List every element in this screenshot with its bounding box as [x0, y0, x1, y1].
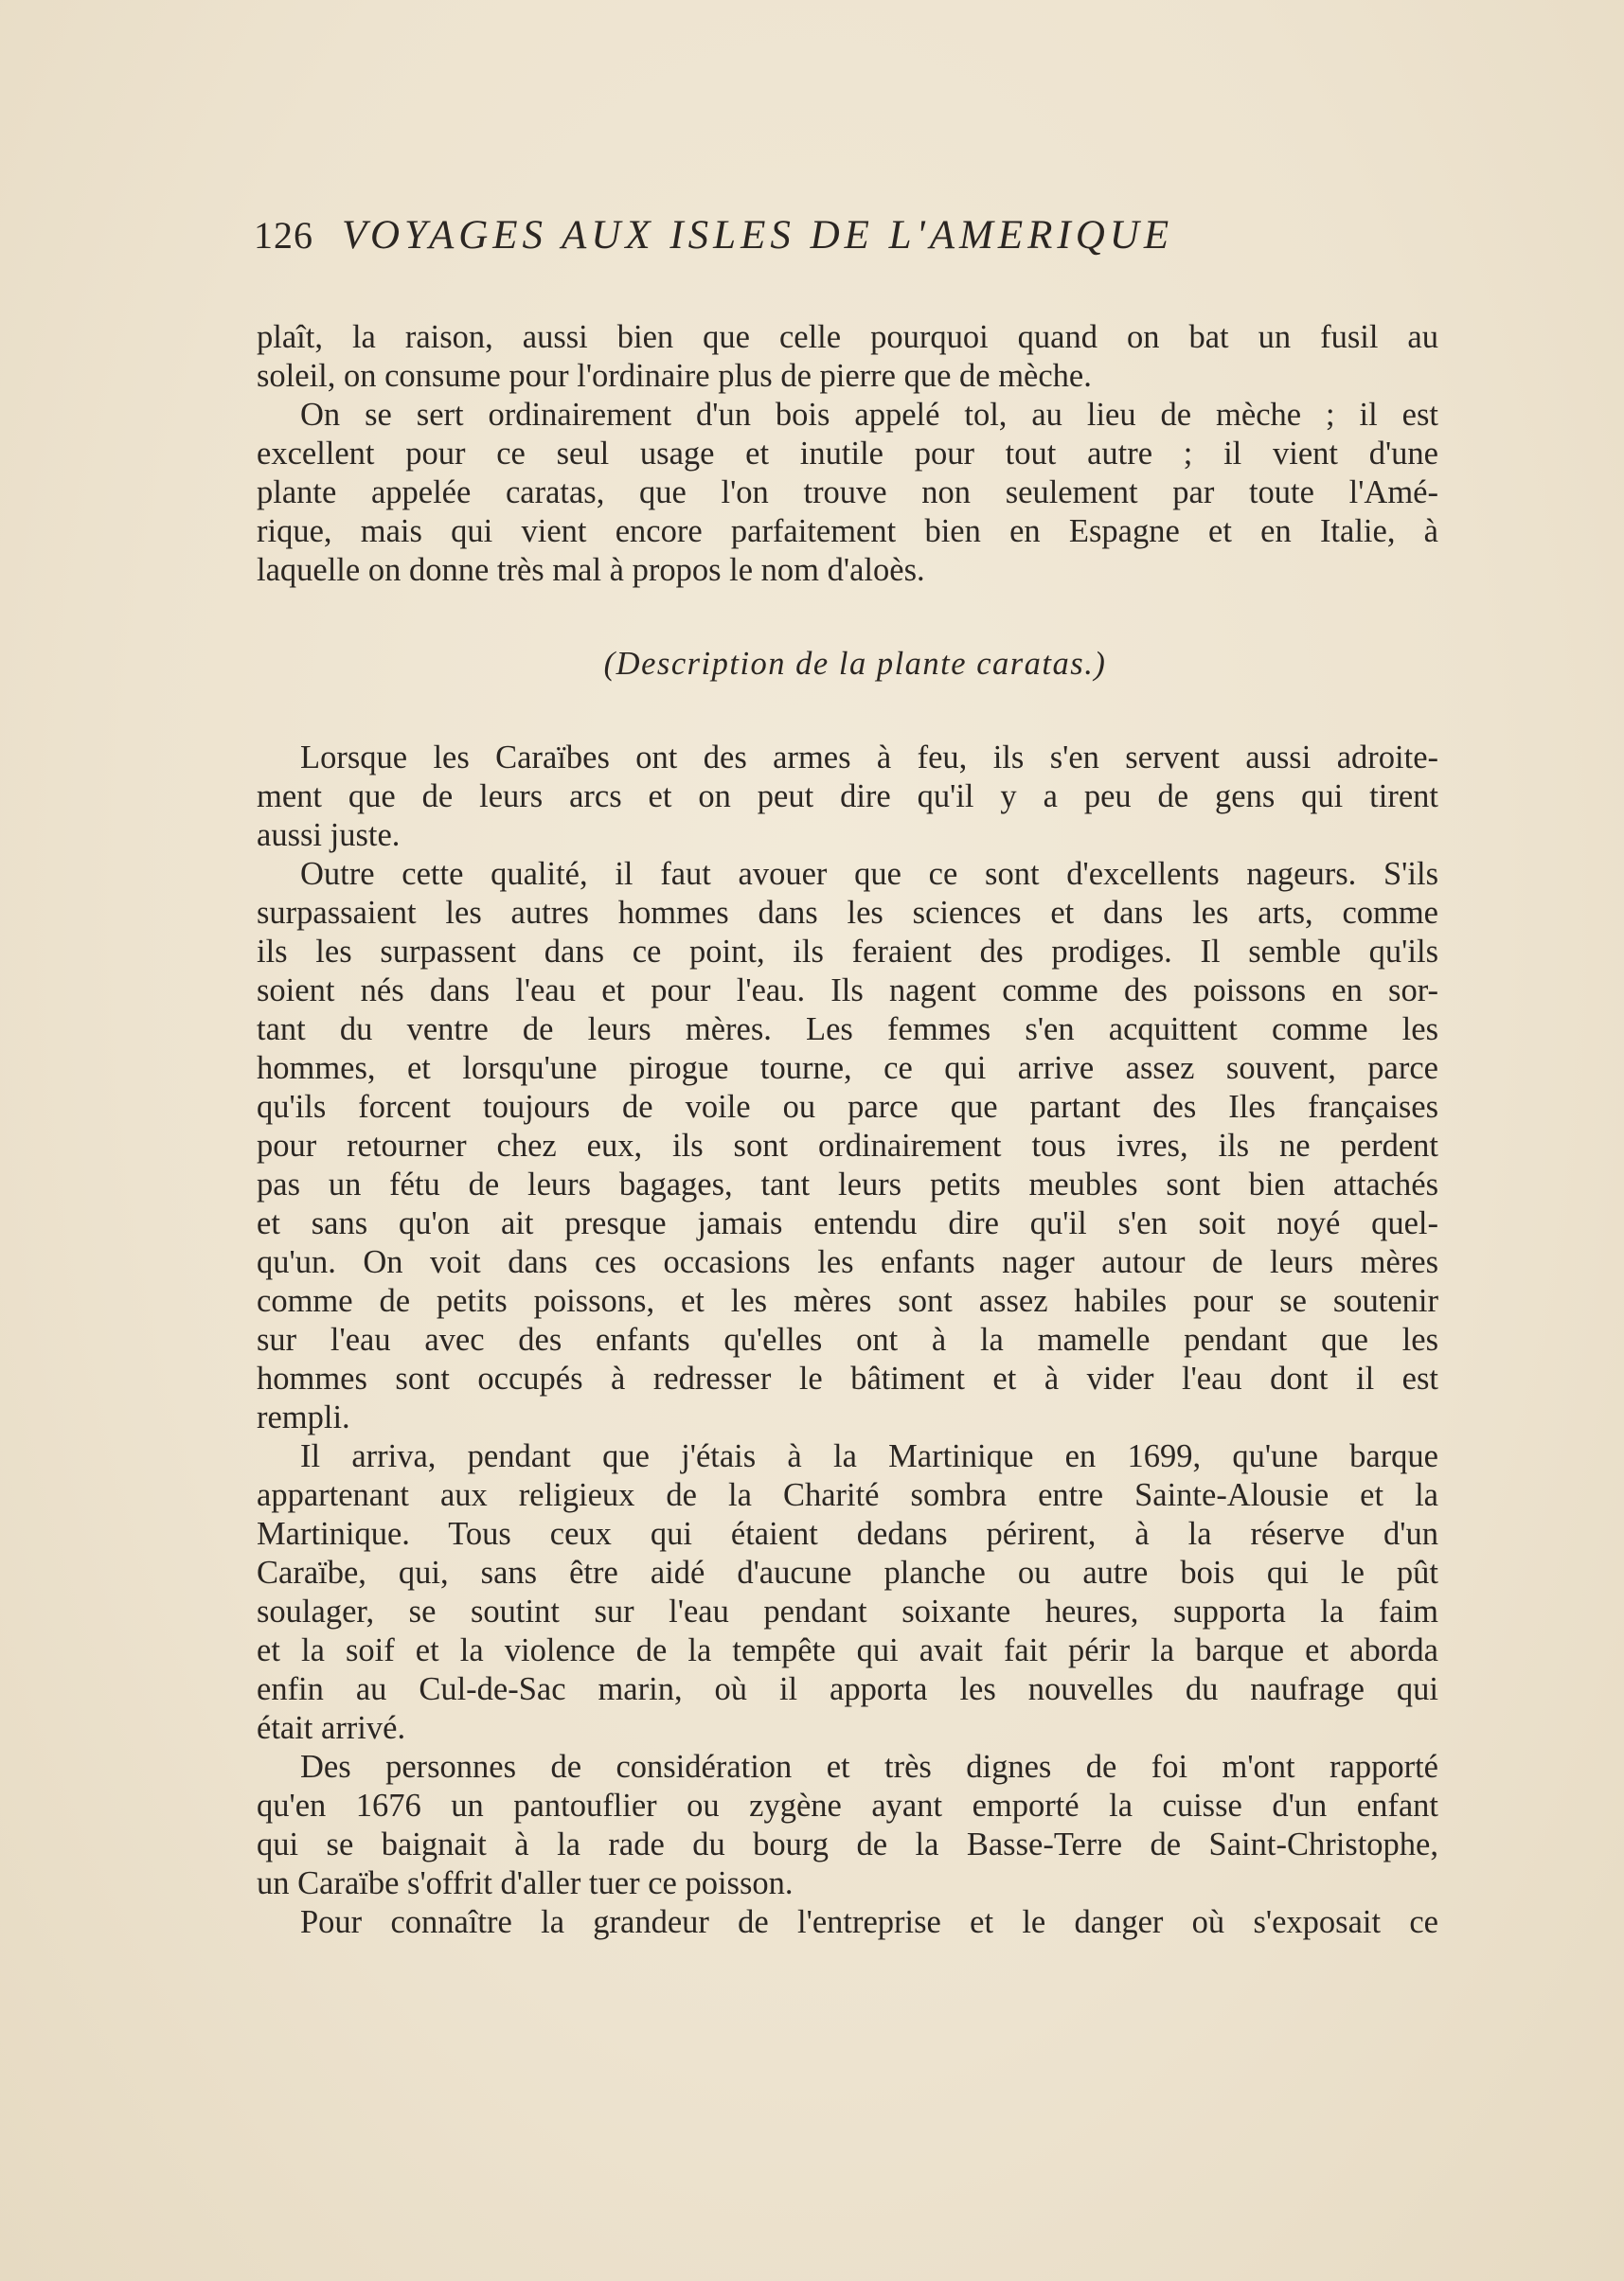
text-line: excellent pour ce seul usage et inutile pour tout autre ; il vient d'une: [257, 436, 1438, 472]
text-line: qu'en 1676 un pantouflier ou zygène ayant emporté la cuisse d'un enfant: [257, 1788, 1438, 1824]
section-heading: (Description de la plante caratas.): [603, 646, 1107, 682]
text-line: était arrivé.: [257, 1710, 406, 1746]
text-line: soulager, se soutint sur l'eau pendant soixante heures, supporta la faim: [257, 1594, 1438, 1630]
text-line: laquelle on donne très mal à propos le nom d'aloès.: [257, 552, 925, 588]
text-line: Pour connaître la grandeur de l'entreprise et le danger où s'exposait ce: [300, 1904, 1438, 1940]
spacer: [257, 590, 1438, 645]
text-line: soient nés dans l'eau et pour l'eau. Ils nagent comme des poissons en sor-: [257, 972, 1438, 1008]
text-line: ment que de leurs arcs et on peut dire qu'il y a peu de gens qui tirent: [257, 778, 1438, 814]
text-line: appartenant aux religieux de la Charité sombra entre Sainte-Alousie et la: [257, 1477, 1438, 1513]
page-number: 126: [254, 214, 313, 257]
text-line: Outre cette qualité, il faut avouer que ce sont d'excellents nageurs. S'ils: [300, 856, 1438, 892]
text-line: On se sert ordinairement d'un bois appelé tol, au lieu de mèche ; il est: [300, 397, 1438, 433]
text-line: plaît, la raison, aussi bien que celle pourquoi quand on bat un fusil au: [257, 319, 1438, 355]
text-line: qui se baignait à la rade du bourg de la Basse-Terre de Saint-Christophe,: [257, 1827, 1438, 1862]
spacer: [257, 684, 1438, 739]
text-line: Martinique. Tous ceux qui étaient dedans périrent, à la réserve d'un: [257, 1516, 1438, 1552]
text-line: hommes, et lorsqu'une pirogue tourne, ce qui arrive assez souvent, parce: [257, 1050, 1438, 1086]
running-header: [254, 212, 1428, 278]
text-line: hommes sont occupés à redresser le bâtiment et à vider l'eau dont il est: [257, 1361, 1438, 1397]
text-line: pour retourner chez eux, ils sont ordinairement tous ivres, ils ne perdent: [257, 1128, 1438, 1164]
running-title: VOYAGES AUX ISLES DE L'AMERIQUE: [342, 213, 1174, 258]
text-line: et sans qu'on ait presque jamais entendu dire qu'il s'en soit noyé quel-: [257, 1205, 1438, 1241]
body-text: [257, 318, 1438, 1942]
text-line: et la soif et la violence de la tempête qui avait fait périr la barque et aborda: [257, 1632, 1438, 1668]
text-line: Il arriva, pendant que j'étais à la Martinique en 1699, qu'une barque: [300, 1438, 1438, 1474]
text-line: tant du ventre de leurs mères. Les femmes s'en acquittent comme les: [257, 1011, 1438, 1047]
text-line: soleil, on consume pour l'ordinaire plus de pierre que de mèche.: [257, 358, 1092, 394]
text-line: sur l'eau avec des enfants qu'elles ont à la mamelle pendant que les: [257, 1322, 1438, 1358]
text-line: qu'un. On voit dans ces occasions les enfants nager autour de leurs mères: [257, 1244, 1438, 1280]
text-line: Lorsque les Caraïbes ont des armes à feu, ils s'en servent aussi adroite-: [300, 740, 1438, 775]
text-line: Caraïbe, qui, sans être aidé d'aucune planche ou autre bois qui le pût: [257, 1555, 1438, 1591]
text-line: qu'ils forcent toujours de voile ou parce que partant des Iles françaises: [257, 1089, 1438, 1125]
text-line: Des personnes de considération et très dignes de foi m'ont rapporté: [300, 1749, 1438, 1785]
text-line: rique, mais qui vient encore parfaitement bien en Espagne et en Italie, à: [257, 513, 1438, 549]
text-line: surpassaient les autres hommes dans les sciences et dans les arts, comme: [257, 895, 1438, 931]
text-line: ils les surpassent dans ce point, ils feraient des prodiges. Il semble qu'ils: [257, 934, 1438, 970]
text-line: plante appelée caratas, que l'on trouve non seulement par toute l'Amé-: [257, 474, 1438, 510]
text-line: un Caraïbe s'offrit d'aller tuer ce poisson.: [257, 1865, 794, 1901]
text-line: enfin au Cul-de-Sac marin, où il apporta les nouvelles du naufrage qui: [257, 1671, 1438, 1707]
text-line: comme de petits poissons, et les mères sont assez habiles pour se soutenir: [257, 1283, 1438, 1319]
text-line: pas un fétu de leurs bagages, tant leurs petits meubles sont bien attachés: [257, 1167, 1438, 1203]
text-line: rempli.: [257, 1399, 350, 1435]
text-line: aussi juste.: [257, 817, 401, 853]
